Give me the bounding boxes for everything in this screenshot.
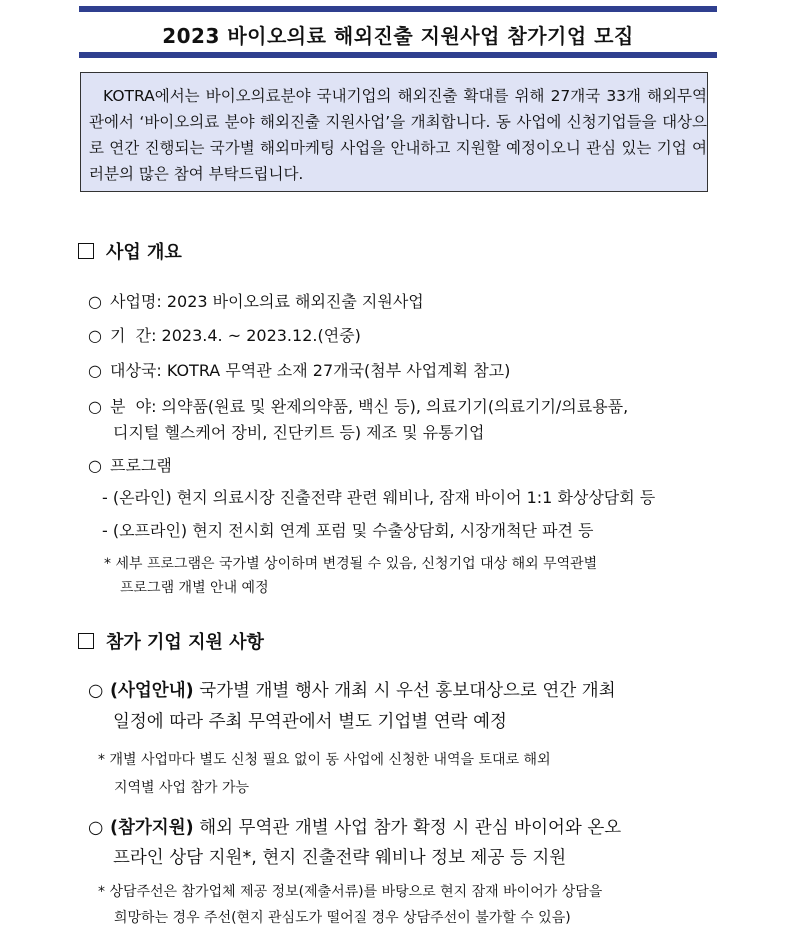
footnote-continuation: 희망하는 경우 주선(현지 관심도가 떨어질 경우 상담주선이 불가할 수 있음) [114, 910, 571, 926]
intro-box [80, 72, 708, 192]
page-title: 2023 바이오의료 해외진출 지원사업 참가기업 모집 [162, 24, 634, 48]
footnote: * 상담주선은 참가업체 제공 정보(제출서류)를 바탕으로 현지 잠재 바이어가 상담을 [98, 884, 603, 900]
circle-bullet-icon: ○ [88, 681, 104, 701]
circle-bullet-icon: ○ [88, 397, 102, 416]
section-heading-text: 참가 기업 지원 사항 [106, 632, 264, 653]
list-item-continuation: 프라인 상담 지원*, 현지 진출전략 웨비나 정보 제공 등 지원 [113, 848, 567, 868]
list-item [88, 356, 510, 386]
footnote: * 개별 사업마다 별도 신청 필요 없이 동 사업에 신청한 내역을 토대로 해외 [98, 752, 551, 768]
circle-bullet-icon: ○ [88, 818, 104, 838]
list-item-continuation: 디지털 헬스케어 장비, 진단키트 등) 제조 및 유통기업 [113, 423, 485, 442]
list-item-text: 기 간: 2023.4. ~ 2023.12.(연중) [110, 326, 361, 345]
sub-item-online: - (온라인) 현지 의료시장 진출전략 관련 웨비나, 잠재 바이어 1:1 화상상담회 등 [102, 488, 656, 507]
circle-bullet-icon: ○ [88, 361, 102, 380]
section-heading-text: 사업 개요 [106, 242, 182, 263]
list-item [88, 451, 172, 481]
section-heading-support [78, 628, 264, 654]
circle-bullet-icon: ○ [88, 326, 102, 345]
footnote-continuation: 지역별 사업 참가 가능 [114, 780, 250, 796]
checkbox-square-icon [78, 633, 94, 649]
list-item-label: (참가지원) [110, 818, 194, 838]
list-item-text: 국가별 개별 행사 개최 시 우선 홍보대상으로 연간 개최 [193, 681, 616, 701]
list-item-text: 대상국: KOTRA 무역관 소재 27개국(첨부 사업계획 참고) [110, 361, 511, 380]
list-item-text: 분 야: 의약품(원료 및 완제의약품, 백신 등), 의료기기(의료기기/의료용품, [110, 397, 629, 416]
list-item [88, 813, 621, 843]
list-item [88, 676, 616, 706]
list-item-text: 사업명: 2023 바이오의료 해외진출 지원사업 [110, 292, 424, 311]
list-item-label: (사업안내) [110, 681, 194, 701]
circle-bullet-icon: ○ [88, 292, 102, 311]
list-item [88, 287, 424, 317]
checkbox-square-icon [78, 243, 94, 259]
sub-item-offline: - (오프라인) 현지 전시회 연계 포럼 및 수출상담회, 시장개척단 파견 등 [102, 521, 594, 540]
list-item [88, 321, 361, 351]
circle-bullet-icon: ○ [88, 456, 102, 475]
title-top-rule [79, 6, 717, 12]
footnote: * 세부 프로그램은 국가별 상이하며 변경될 수 있음, 신청기업 대상 해외 무역관별 [104, 556, 598, 572]
list-item-text: 프로그램 [110, 456, 172, 475]
section-heading-overview [78, 238, 182, 264]
intro-text: KOTRA에서는 바이오의료분야 국내기업의 해외진출 확대를 위해 27개국 33개 해외무역관에서 ‘바이오의료 분야 해외진출 지원사업’을 개최합니다. 동 사업에 신청기업들을 대상으로 연간 진행되는 국가별 해외마케팅 사업을 안내하고 지원할 예정이오니 관심 있는 기업 여러분의 많은 참여 부탁드립니다. [89, 87, 707, 183]
title-bottom-rule [79, 52, 717, 58]
list-item-continuation: 일정에 따라 주최 무역관에서 별도 기업별 연락 예정 [113, 712, 507, 732]
list-item-text: 해외 무역관 개별 사업 참가 확정 시 관심 바이어와 온오 [193, 818, 622, 838]
footnote-continuation: 프로그램 개별 안내 예정 [120, 580, 269, 596]
